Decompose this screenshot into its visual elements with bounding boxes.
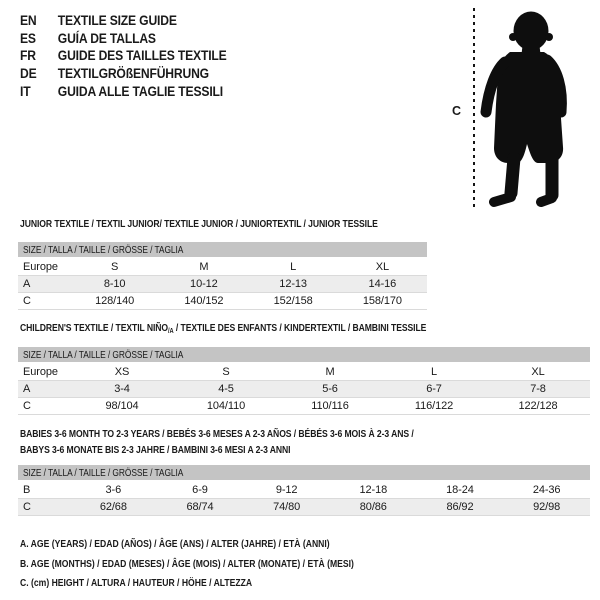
size-value: 8-10 bbox=[70, 276, 159, 293]
section-title-junior-text: JUNIOR TEXTILE / TEXTIL JUNIOR/ TEXTILE JUNIOR / JUNIORTEXTIL / JUNIOR TESSILE bbox=[20, 218, 378, 230]
row-label: Europe bbox=[18, 258, 70, 276]
language-code: FR bbox=[20, 48, 36, 64]
column-header: XL bbox=[338, 258, 427, 276]
section-title-babies-line1: BABIES 3-6 MONTH TO 2-3 YEARS / BEBÉS 3-6 MESES A 2-3 AÑOS / BÉBÉS 3-6 MOIS À 2-3 ANS / bbox=[20, 428, 414, 440]
language-row bbox=[20, 12, 227, 30]
size-value: 122/128 bbox=[486, 398, 590, 415]
table-row-c bbox=[18, 398, 590, 415]
size-value: 6-9 bbox=[157, 481, 244, 499]
size-value: 104/110 bbox=[174, 398, 278, 415]
row-label: C bbox=[18, 499, 70, 516]
size-value: 128/140 bbox=[70, 293, 159, 310]
measurement-legend bbox=[20, 535, 427, 594]
size-header-bar bbox=[18, 465, 590, 481]
size-value: 10-12 bbox=[159, 276, 248, 293]
title-subscript: /A bbox=[168, 328, 174, 335]
language-label: TEXTILGRÖßENFÜHRUNG bbox=[57, 66, 209, 82]
junior-size-table bbox=[18, 242, 427, 310]
size-value: 158/170 bbox=[338, 293, 427, 310]
size-value: 110/116 bbox=[278, 398, 382, 415]
size-header-bar bbox=[18, 242, 427, 258]
row-label: C bbox=[18, 398, 70, 415]
section-title-junior bbox=[20, 217, 456, 233]
size-value: 7-8 bbox=[486, 381, 590, 398]
legend-text: B. AGE (MONTHS) / EDAD (MESES) / ÂGE (MOIS) / ALTER (MONATE) / ETÀ (MESI) bbox=[20, 557, 354, 570]
table-row-c bbox=[18, 293, 427, 310]
size-value: 18-24 bbox=[417, 481, 504, 499]
size-value: 12-13 bbox=[249, 276, 338, 293]
table-row-c bbox=[18, 499, 590, 516]
size-header-row bbox=[18, 465, 590, 481]
size-header-bar bbox=[18, 347, 590, 363]
language-label: TEXTILE SIZE GUIDE bbox=[57, 13, 177, 29]
size-value: 74/80 bbox=[243, 499, 330, 516]
title-part: / TEXTILE DES ENFANTS / KINDERTEXTIL / BAMBINI TESSILE bbox=[173, 322, 427, 334]
size-value: 98/104 bbox=[70, 398, 174, 415]
size-header-row bbox=[18, 347, 590, 363]
language-label: GUÍA DE TALLAS bbox=[57, 30, 156, 46]
table-row-b bbox=[18, 481, 590, 499]
size-value: 12-18 bbox=[330, 481, 417, 499]
legend-row-a bbox=[20, 535, 427, 555]
size-value: 5-6 bbox=[278, 381, 382, 398]
language-label: GUIDE DES TAILLES TEXTILE bbox=[57, 48, 227, 64]
column-header: M bbox=[159, 258, 248, 276]
legend-row-b bbox=[20, 555, 427, 575]
language-code: IT bbox=[20, 83, 31, 99]
language-code: EN bbox=[20, 13, 37, 29]
language-row bbox=[20, 30, 227, 48]
size-value: 3-6 bbox=[70, 481, 157, 499]
height-dotted-line bbox=[473, 8, 475, 208]
size-header-text: SIZE / TALLA / TAILLE / GRÖSSE / TAGLIA bbox=[23, 243, 184, 256]
language-label: GUIDA ALLE TAGLIE TESSILI bbox=[57, 83, 223, 99]
language-list bbox=[20, 12, 227, 100]
row-label: A bbox=[18, 381, 70, 398]
section-title-children-text bbox=[20, 321, 426, 338]
row-label: B bbox=[18, 481, 70, 499]
column-header: M bbox=[278, 363, 382, 381]
toddler-silhouette-icon bbox=[480, 6, 570, 210]
row-label: A bbox=[18, 276, 70, 293]
language-code: DE bbox=[20, 66, 37, 82]
size-value: 24-36 bbox=[503, 481, 590, 499]
language-code: ES bbox=[20, 30, 36, 46]
title-part: CHILDREN'S TEXTILE / TEXTIL NIÑO bbox=[20, 322, 169, 334]
size-value: 9-12 bbox=[243, 481, 330, 499]
size-value: 68/74 bbox=[157, 499, 244, 516]
column-header: L bbox=[249, 258, 338, 276]
children-size-table bbox=[18, 347, 590, 415]
language-row bbox=[20, 47, 227, 65]
size-header-text: SIZE / TALLA / TAILLE / GRÖSSE / TAGLIA bbox=[23, 348, 184, 361]
size-header-row bbox=[18, 242, 427, 258]
section-title-children bbox=[20, 321, 516, 338]
size-header-text: SIZE / TALLA / TAILLE / GRÖSSE / TAGLIA bbox=[23, 466, 184, 479]
language-row bbox=[20, 82, 227, 100]
columns-row bbox=[18, 258, 427, 276]
size-value: 86/92 bbox=[417, 499, 504, 516]
table-row-a bbox=[18, 276, 427, 293]
size-value: 140/152 bbox=[159, 293, 248, 310]
column-header: S bbox=[174, 363, 278, 381]
column-header: S bbox=[70, 258, 159, 276]
row-label: C bbox=[18, 293, 70, 310]
column-header: XL bbox=[486, 363, 590, 381]
table-row-a bbox=[18, 381, 590, 398]
size-value: 62/68 bbox=[70, 499, 157, 516]
column-header: L bbox=[382, 363, 486, 381]
section-title-babies bbox=[20, 427, 500, 458]
size-value: 116/122 bbox=[382, 398, 486, 415]
columns-row bbox=[18, 363, 590, 381]
babies-size-table bbox=[18, 465, 590, 516]
height-measure-label: C bbox=[452, 104, 462, 118]
legend-text: A. AGE (YEARS) / EDAD (AÑOS) / ÂGE (ANS) / ALTER (JAHRE) / ETÀ (ANNI) bbox=[20, 538, 330, 550]
legend-text: C. (cm) HEIGHT / ALTURA / HAUTEUR / HÖHE / ALTEZZA bbox=[20, 577, 253, 589]
section-title-babies-line2: BABYS 3-6 MONATE BIS 2-3 JAHRE / BAMBINI 3-6 MESI A 2-3 ANNI bbox=[20, 443, 291, 456]
size-value: 6-7 bbox=[382, 381, 486, 398]
legend-row-c bbox=[20, 574, 427, 594]
size-value: 14-16 bbox=[338, 276, 427, 293]
size-value: 80/86 bbox=[330, 499, 417, 516]
column-header: XS bbox=[70, 363, 174, 381]
language-row bbox=[20, 65, 227, 83]
row-label: Europe bbox=[18, 363, 70, 381]
size-value: 152/158 bbox=[249, 293, 338, 310]
size-value: 3-4 bbox=[70, 381, 174, 398]
size-value: 92/98 bbox=[503, 499, 590, 516]
size-value: 4-5 bbox=[174, 381, 278, 398]
